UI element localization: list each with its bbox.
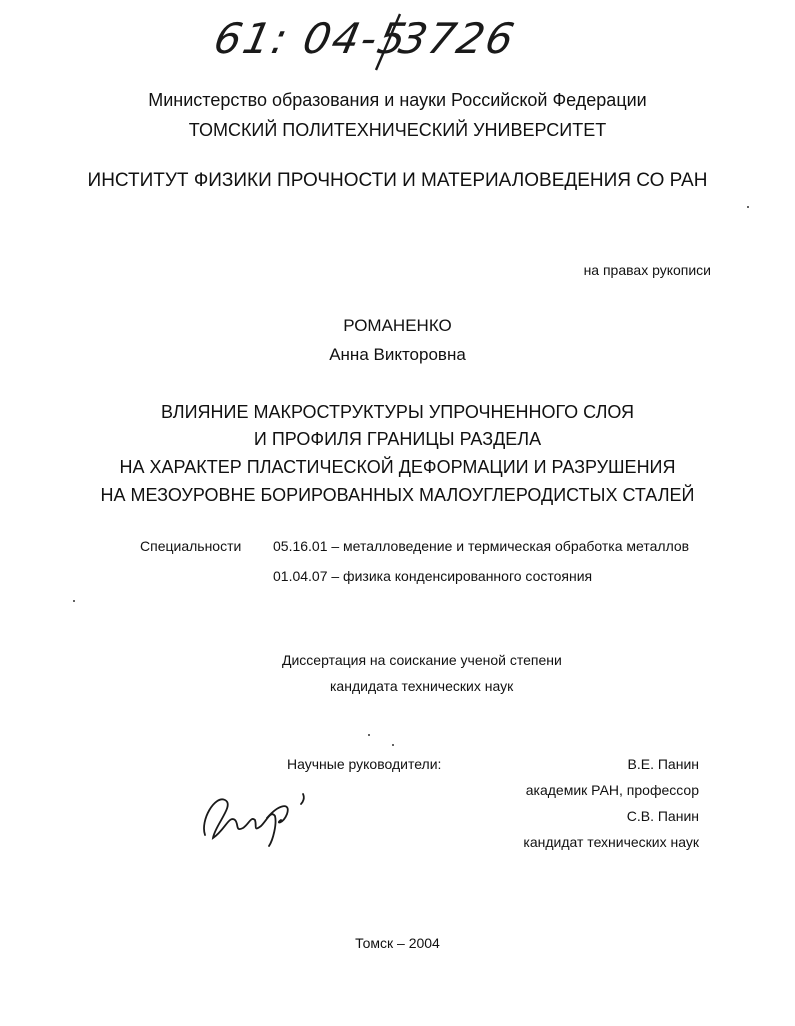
author-given-names: Анна Викторовна xyxy=(329,345,466,364)
title-line-2: И ПРОФИЛЯ ГРАНИЦЫ РАЗДЕЛА xyxy=(253,429,542,449)
advisor-line: С.В. Панин xyxy=(626,808,699,824)
author-surname: РОМАНЕНКО xyxy=(343,316,452,335)
title-line-1: ВЛИЯНИЕ МАКРОСТРУКТУРЫ УПРОЧНЕННОГО СЛОЯ xyxy=(160,402,635,422)
ministry-line: Министерство образования и науки Российской Федерации xyxy=(148,90,647,110)
specialty-item: 05.16.01 – металловедение и термическая обработка металлов xyxy=(273,538,690,554)
handwritten-signature xyxy=(195,780,325,850)
advisor-line: В.Е. Панин xyxy=(627,756,699,772)
stamp-code: 61: 04-5 xyxy=(209,14,413,63)
dissertation-line-1: Диссертация на соискание ученой степени xyxy=(282,652,562,668)
advisors-label: Научные руководители: xyxy=(287,756,442,772)
stamp-number: 3726 xyxy=(394,14,521,63)
title-line-3: НА ХАРАКТЕР ПЛАСТИЧЕСКОЙ ДЕФОРМАЦИИ И РАЗРУШЕНИЯ xyxy=(119,457,676,477)
specialties-label: Специальности xyxy=(140,538,242,554)
scan-speck xyxy=(392,744,394,746)
dissertation-line-2: кандидата технических наук xyxy=(330,678,514,694)
archive-stamp-number xyxy=(395,14,520,63)
title-line-4: НА МЕЗОУРОВНЕ БОРИРОВАННЫХ МАЛОУГЛЕРОДИСТЫХ СТАЛЕЙ xyxy=(100,485,695,505)
institute-line: ИНСТИТУТ ФИЗИКИ ПРОЧНОСТИ И МАТЕРИАЛОВЕДЕНИЯ СО РАН xyxy=(87,170,708,191)
advisor-line: академик РАН, профессор xyxy=(525,782,699,798)
specialty-item: 01.04.07 – физика конденсированного состояния xyxy=(273,568,593,584)
manuscript-note: на правах рукописи xyxy=(583,262,711,278)
advisor-line: кандидат технических наук xyxy=(523,834,699,850)
scan-speck xyxy=(747,206,749,208)
university-line: ТОМСКИЙ ПОЛИТЕХНИЧЕСКИЙ УНИВЕРСИТЕТ xyxy=(188,120,607,140)
city-year: Томск – 2004 xyxy=(355,935,440,951)
scan-speck xyxy=(368,734,370,736)
scan-speck xyxy=(73,600,75,602)
